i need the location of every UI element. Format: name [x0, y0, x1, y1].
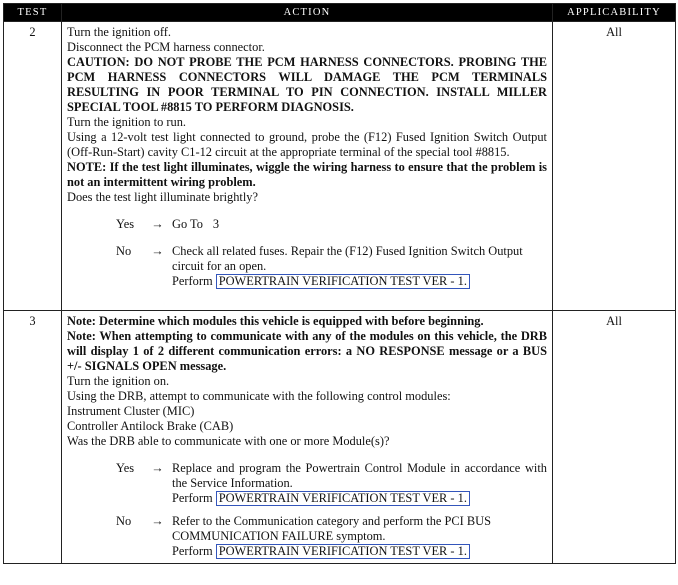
question-text: Does the test light illuminate brightly?: [67, 190, 258, 204]
note-text: NOTE: If the test light illuminates, wiggle the wiring harness to ensure that the problem is not an intermittent wiring problem.: [67, 160, 547, 189]
no-result: [172, 514, 547, 559]
no-label: No: [116, 244, 132, 258]
perform-text: Perform: [172, 274, 213, 288]
action-cell: [62, 22, 553, 311]
table-row: [4, 22, 676, 311]
note-text: Note: When attempting to communicate with any of the modules on this vehicle, the DRB will display 1 of 2 different communication errors: a NO RESPONSE message or a BUS +/- SIGNALS OPEN message.: [67, 329, 547, 373]
test-number: 3: [4, 311, 62, 564]
verification-test-link[interactable]: POWERTRAIN VERIFICATION TEST VER - 1.: [216, 491, 470, 506]
yes-result: [172, 217, 547, 232]
header-test: TEST: [4, 4, 62, 22]
yes-branch: [116, 217, 547, 232]
module-item: Controller Antilock Brake (CAB): [67, 419, 234, 433]
step-text: Turn the ignition off.: [67, 25, 171, 39]
arrow-right-icon: →: [151, 461, 164, 475]
step-text: Disconnect the PCM harness connector.: [67, 40, 265, 54]
applicability-value: All: [553, 22, 676, 311]
header-applicability: APPLICABILITY: [553, 4, 676, 22]
module-item: Instrument Cluster (MIC): [67, 404, 195, 418]
note-text: Note: Determine which modules this vehicle is equipped with before beginning.: [67, 314, 484, 328]
step-text: Turn the ignition to run.: [67, 115, 186, 129]
table-header-row: [4, 4, 676, 22]
step-text: Using the DRB, attempt to communicate with the following control modules:: [67, 389, 451, 403]
yes-label: Yes: [116, 217, 135, 231]
caution-text: CAUTION: DO NOT PROBE THE PCM HARNESS CONNECTORS. PROBING THE PCM HARNESS CONNECTORS WILL DAMAGE THE PCM TERMINALS RESULTING IN POOR TERMINAL TO PIN CONNECTION. INSTALL MILLER SPECIAL TOOL #8815 TO PERFORM DIAGNOSIS.: [67, 55, 547, 114]
arrow-right-icon: →: [151, 244, 164, 258]
no-label: No: [116, 514, 132, 528]
no-result-text: Refer to the Communication category and perform the PCI BUS COMMUNICATION FAILURE symptom.: [172, 514, 491, 543]
applicability-value: All: [553, 311, 676, 564]
yes-label: Yes: [116, 461, 135, 475]
perform-text: Perform: [172, 491, 213, 505]
step-text: Using a 12-volt test light connected to ground, probe the (F12) Fused Ignition Switch Output (Off-Run-Start) cavity C1-12 circuit at the appropriate terminal of the special tool #8815.: [67, 130, 547, 159]
question-text: Was the DRB able to communicate with one or more Module(s)?: [67, 434, 390, 448]
header-action: ACTION: [62, 4, 553, 22]
verification-test-link[interactable]: POWERTRAIN VERIFICATION TEST VER - 1.: [216, 544, 470, 559]
no-result-text: Check all related fuses. Repair the (F12) Fused Ignition Switch Output circuit for an open.: [172, 244, 523, 273]
yes-branch: [116, 461, 547, 506]
diagnostic-table: [3, 3, 676, 564]
no-result: [172, 244, 547, 289]
arrow-right-icon: →: [151, 217, 164, 231]
yes-result-text: Replace and program the Powertrain Control Module in accordance with the Service Information.: [172, 461, 547, 490]
table-row: [4, 311, 676, 564]
goto-target[interactable]: 3: [212, 217, 220, 231]
no-branch: [116, 514, 547, 559]
arrow-right-icon: →: [151, 514, 164, 528]
goto-text: Go To: [172, 217, 203, 231]
verification-test-link[interactable]: POWERTRAIN VERIFICATION TEST VER - 1.: [216, 274, 470, 289]
step-text: Turn the ignition on.: [67, 374, 170, 388]
no-branch: [116, 244, 547, 289]
yes-result: [172, 461, 547, 506]
action-cell: [62, 311, 553, 564]
perform-text: Perform: [172, 544, 213, 558]
test-number: 2: [4, 22, 62, 311]
